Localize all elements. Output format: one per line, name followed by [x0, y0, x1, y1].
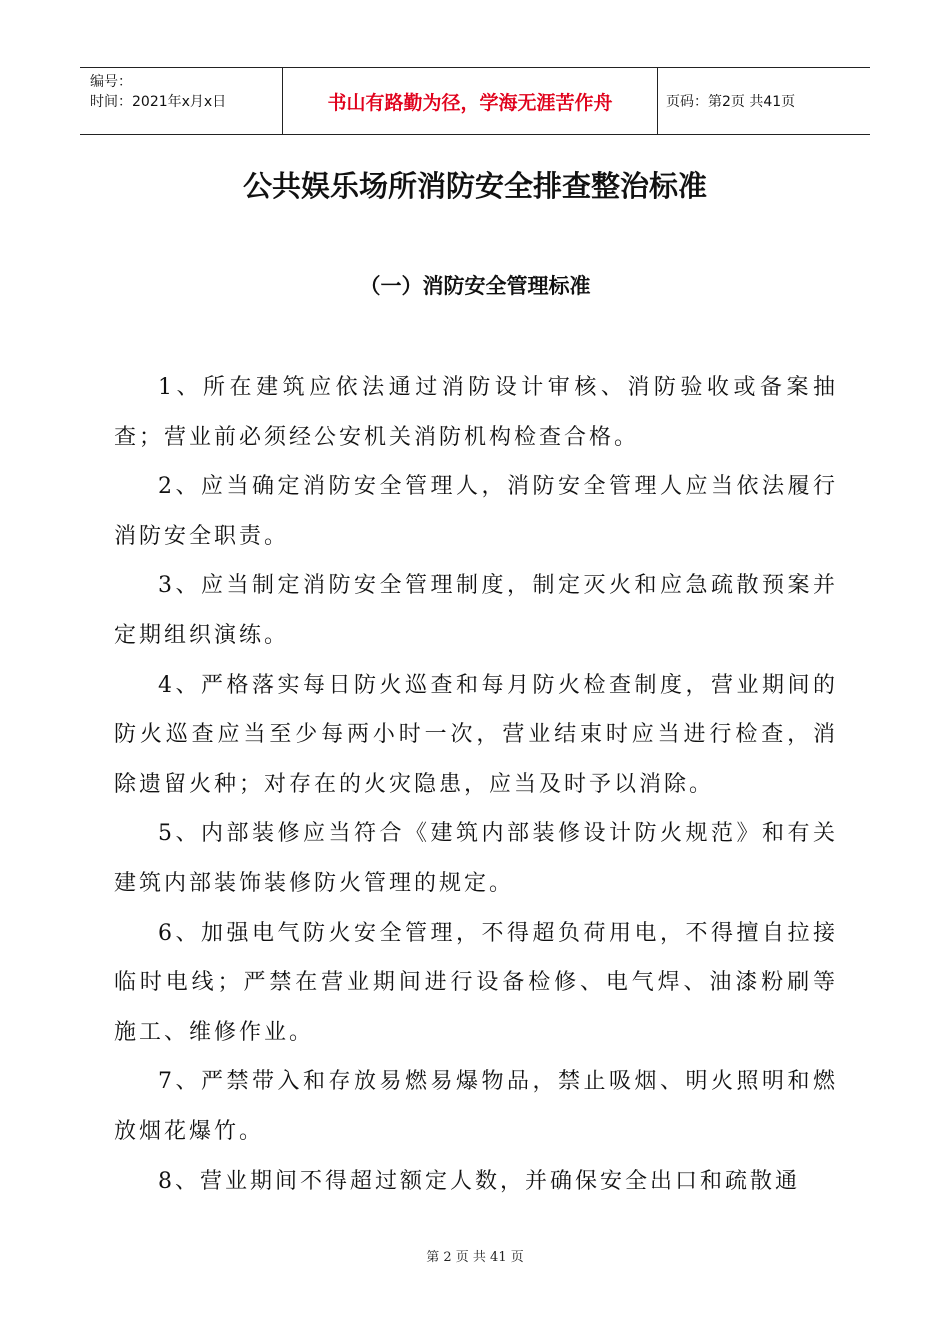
paragraph: 3、应当制定消防安全管理制度，制定灭火和应急疏散预案并定期组织演练。 — [114, 573, 838, 648]
paragraph: 8、营业期间不得超过额定人数，并确保安全出口和疏散通 — [158, 1168, 800, 1194]
document-title: 公共娱乐场所消防安全排查整治标准 — [242, 169, 707, 203]
paragraph: 4、严格落实每日防火巡查和每月防火检查制度，营业期间的防火巡查应当至少每两小时一次，营业结束时应当进行检查，消除遗留火种；对存在的火灾隐患，应当及时予以消除。 — [114, 672, 838, 797]
header-page-info: 页码：第2页 共41页 — [666, 94, 796, 110]
page-footer: 第 2 页 共 41 页 — [426, 1250, 524, 1265]
paragraph: 1、所在建筑应依法通过消防设计审核、消防验收或备案抽查；营业前必须经公安机关消防机构检查合格。 — [114, 375, 838, 450]
section-heading: （一）消防安全管理标准 — [359, 274, 591, 298]
document-body — [114, 363, 838, 1206]
document-number-label: 编号： — [90, 74, 132, 90]
header-meta-cell — [80, 68, 282, 134]
header-motto: 书山有路勤为径，学海无涯苦作舟 — [282, 68, 658, 134]
paragraph: 5、内部装修应当符合《建筑内部装修设计防火规范》和有关建筑内部装饰装修防火管理的规定。 — [114, 821, 838, 896]
header-table — [80, 67, 870, 135]
document-date-label: 时间：2021年x月x日 — [90, 94, 227, 110]
paragraph: 7、严禁带入和存放易燃易爆物品，禁止吸烟、明火照明和燃放烟花爆竹。 — [114, 1069, 838, 1144]
paragraph: 2、应当确定消防安全管理人，消防安全管理人应当依法履行消防安全职责。 — [114, 474, 838, 549]
paragraph: 6、加强电气防火安全管理，不得超负荷用电，不得擅自拉接临时电线；严禁在营业期间进行设备检修、电气焊、油漆粉刷等施工、维修作业。 — [114, 920, 838, 1045]
